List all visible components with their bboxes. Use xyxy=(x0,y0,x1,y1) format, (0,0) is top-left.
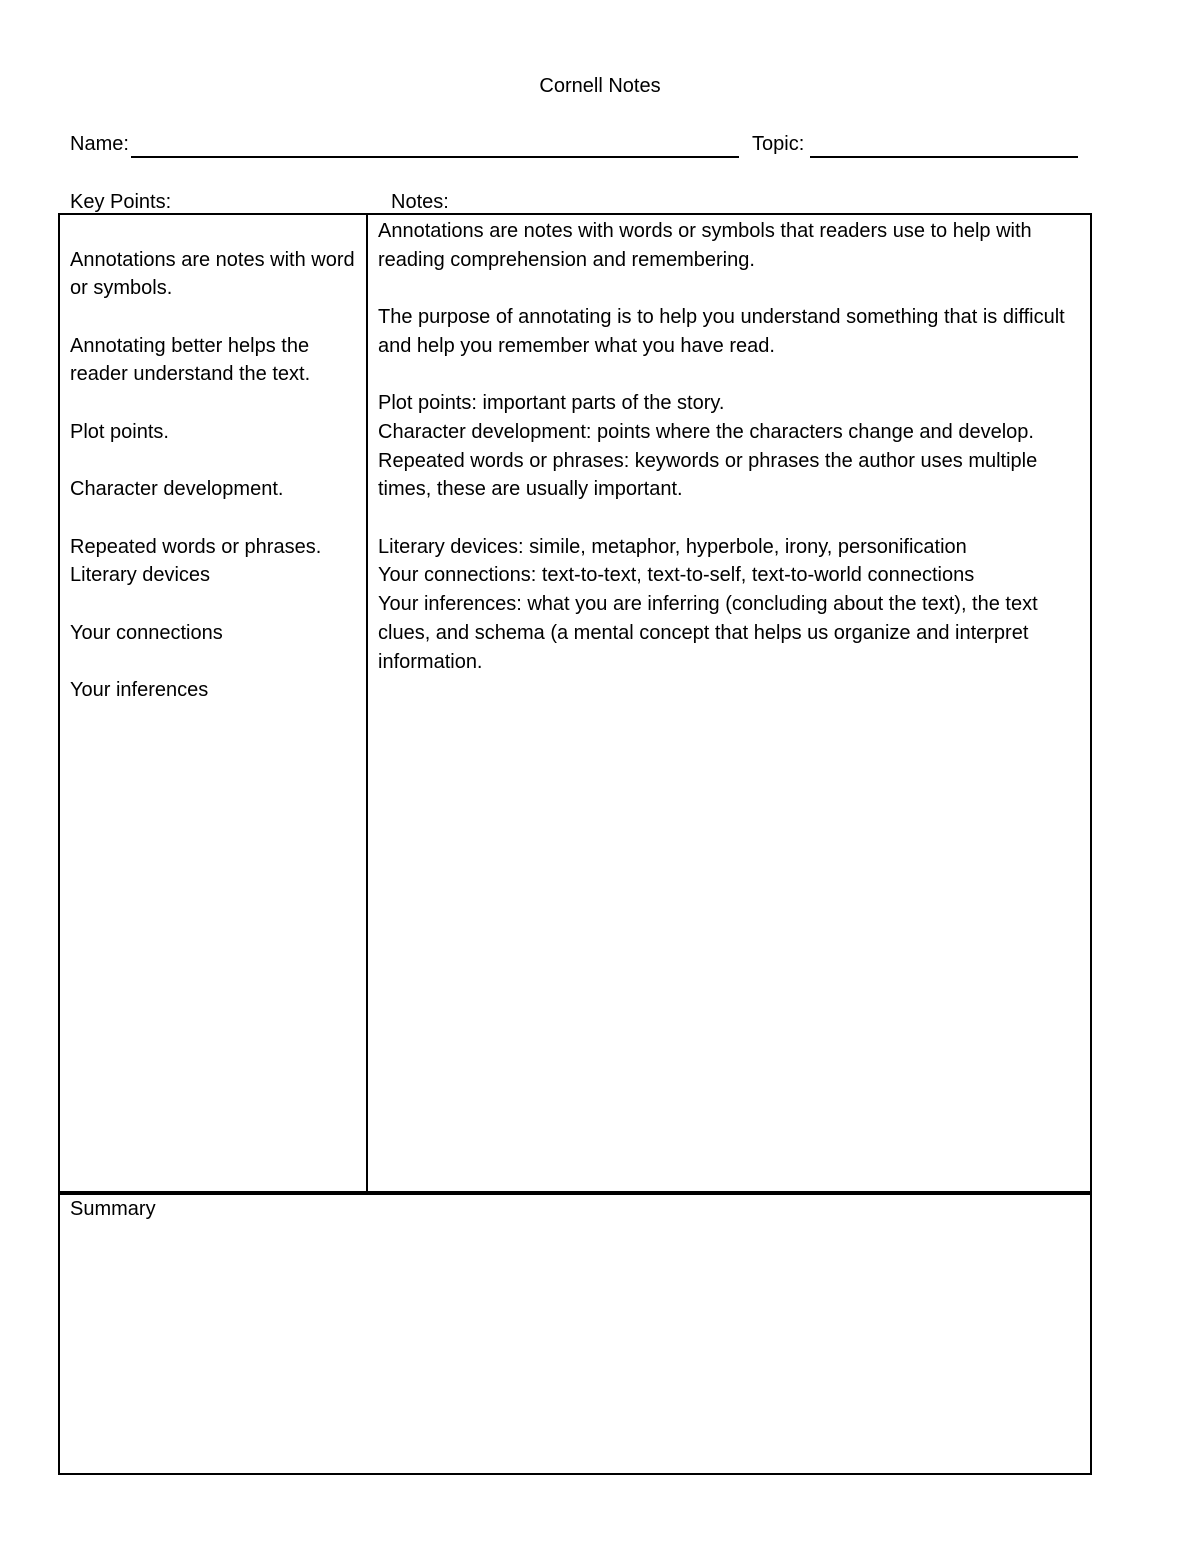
key-point-item: Plot points. xyxy=(70,420,169,443)
key-point-item: Annotations are notes with word or symbols. xyxy=(70,248,355,300)
key-point-item: Literary devices xyxy=(70,564,211,587)
note-item: Your connections: text-to-text, text-to-self, text-to-world connections xyxy=(378,564,975,587)
key-point-item: Your inferences xyxy=(70,679,209,702)
notes-label: Notes: xyxy=(391,191,449,213)
summary-label: Summary xyxy=(70,1198,156,1220)
document-title: Cornell Notes xyxy=(539,75,661,97)
name-field-row xyxy=(70,130,739,158)
note-item: Repeated words or phrases: keywords or phrases the author uses multiple times, these are usually important. xyxy=(378,449,1038,501)
topic-field-row xyxy=(752,130,1078,158)
note-item: Character development: points where the characters change and develop. xyxy=(378,420,1034,443)
column-divider xyxy=(366,213,368,1194)
key-point-item: Annotating better helps the reader understand the text. xyxy=(70,334,311,386)
key-point-item: Repeated words or phrases. xyxy=(70,535,322,558)
name-blank-line[interactable] xyxy=(131,134,739,158)
note-item: Literary devices: simile, metaphor, hyperbole, irony, personification xyxy=(378,535,967,558)
key-point-item: Character development. xyxy=(70,478,284,501)
topic-label: Topic: xyxy=(752,133,805,155)
summary-box[interactable] xyxy=(58,1191,1092,1475)
note-item: The purpose of annotating is to help you understand something that is difficult and help you remember what you have read. xyxy=(378,306,1065,357)
topic-blank-line[interactable] xyxy=(810,134,1078,158)
name-label: Name: xyxy=(70,133,129,155)
note-item: Your inferences: what you are inferring (concluding about the text), the text clues, and schema (a mental concept that helps us organize and interpret information. xyxy=(378,593,1038,673)
key-points-label: Key Points: xyxy=(70,191,172,213)
note-item: Plot points: important parts of the story. xyxy=(378,392,725,415)
key-point-item: Your connections xyxy=(70,621,223,644)
key-points-column xyxy=(70,217,360,705)
note-item: Annotations are notes with words or symbols that readers use to help with reading comprehension and remembering. xyxy=(378,220,1032,271)
notes-column xyxy=(378,217,1078,676)
